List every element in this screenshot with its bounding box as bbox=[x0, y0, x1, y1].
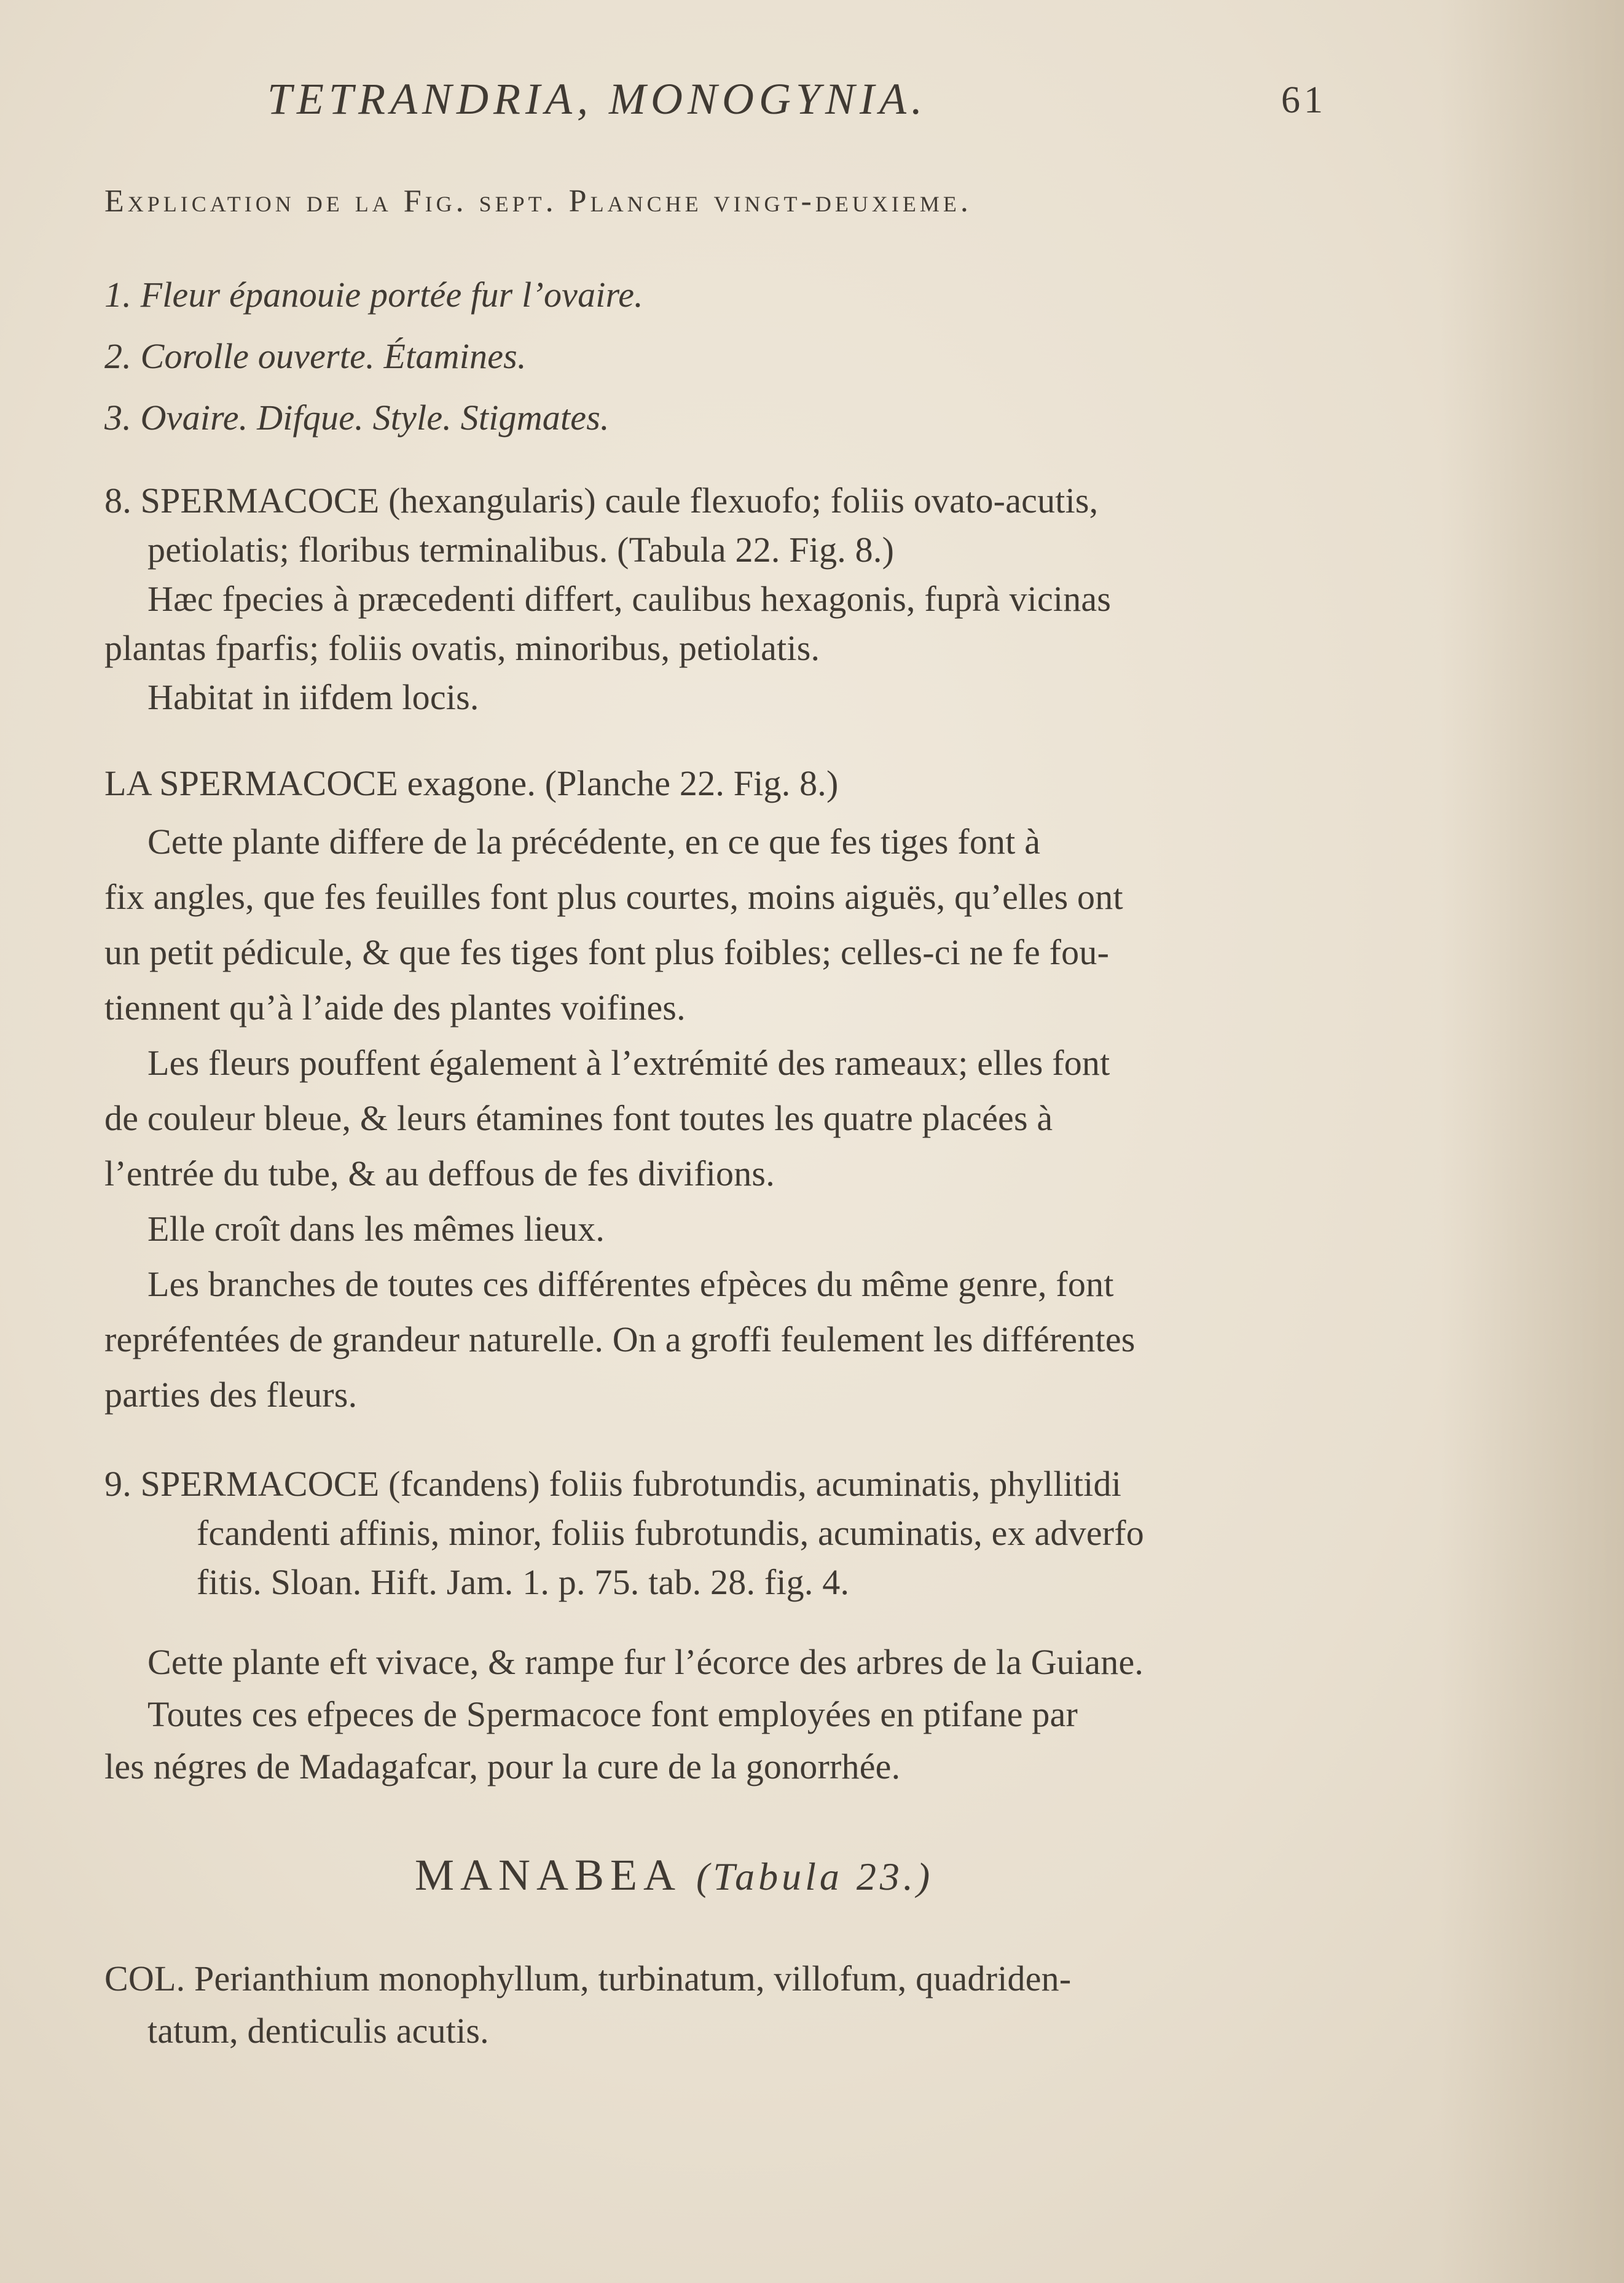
genus-heading bbox=[415, 1850, 933, 1901]
text-line: Toutes ces efpeces de Spermacoce font employées en ptifane par bbox=[147, 1694, 1078, 1734]
figure-explanation-heading: Explication de la Fig. sept. Planche vingt-deuxieme. bbox=[104, 184, 972, 219]
list-item: 1. Fleur épanouie portée fur l’ovaire. bbox=[104, 275, 643, 315]
text-line: 8. SPERMACOCE (hexangularis) caule flexuofo; foliis ovato-acutis, bbox=[104, 481, 1099, 521]
genus-plate-ref: (Tabula 23.) bbox=[696, 1855, 934, 1898]
text-line: LA SPERMACOCE exagone. (Planche 22. Fig. 8.) bbox=[104, 763, 839, 803]
text-line: COL. Perianthium monophyllum, turbinatum, villofum, quadriden- bbox=[104, 1959, 1072, 1998]
text-line: fix angles, que fes feuilles font plus courtes, moins aiguës, qu’elles ont bbox=[104, 877, 1123, 917]
text-line: Les fleurs pouffent également à l’extrémité des rameaux; elles font bbox=[147, 1043, 1110, 1083]
text-line: repréfentées de grandeur naturelle. On a groffi feulement les différentes bbox=[104, 1319, 1136, 1359]
text-line: Elle croît dans les mêmes lieux. bbox=[147, 1209, 605, 1249]
text-line: petiolatis; floribus terminalibus. (Tabula 22. Fig. 8.) bbox=[147, 530, 895, 570]
page-number: 61 bbox=[1281, 79, 1327, 121]
text-line: Habitat in iifdem locis. bbox=[147, 677, 479, 717]
text-line: Hæc fpecies à præcedenti differt, caulibus hexagonis, fuprà vicinas bbox=[147, 579, 1112, 619]
running-title: TETRANDRIA, MONOGYNIA. bbox=[267, 74, 927, 124]
text-line: fcandenti affinis, minor, foliis fubrotundis, acuminatis, ex adverfo bbox=[197, 1513, 1144, 1553]
text-line: de couleur bleue, & leurs étamines font toutes les quatre placées à bbox=[104, 1098, 1053, 1138]
text-line: les négres de Madagafcar, pour la cure de la gonorrhée. bbox=[104, 1747, 901, 1786]
genus-name: MANABEA bbox=[415, 1850, 680, 1900]
list-item: 3. Ovaire. Difque. Style. Stigmates. bbox=[104, 398, 610, 438]
text-line: fitis. Sloan. Hift. Jam. 1. p. 75. tab. 28. fig. 4. bbox=[197, 1562, 850, 1602]
text-line: tatum, denticulis acutis. bbox=[147, 2011, 489, 2051]
text-line: parties des fleurs. bbox=[104, 1375, 358, 1415]
text-line: l’entrée du tube, & au deffous de fes divifions. bbox=[104, 1153, 775, 1193]
list-item: 2. Corolle ouverte. Étamines. bbox=[104, 336, 527, 376]
text-line: tiennent qu’à l’aide des plantes voifines. bbox=[104, 988, 686, 1028]
text-line: plantas fparfis; foliis ovatis, minoribus, petiolatis. bbox=[104, 628, 820, 668]
text-line: Cette plante eft vivace, & rampe fur l’écorce des arbres de la Guiane. bbox=[147, 1642, 1144, 1682]
text-line: un petit pédicule, & que fes tiges font plus foibles; celles-ci ne fe fou- bbox=[104, 932, 1110, 972]
text-line: Cette plante differe de la précédente, en ce que fes tiges font à bbox=[147, 822, 1041, 862]
page-edge-shadow bbox=[1440, 0, 1624, 2283]
text-line: Les branches de toutes ces différentes efpèces du même genre, font bbox=[147, 1264, 1114, 1304]
text-line: 9. SPERMACOCE (fcandens) foliis fubrotundis, acuminatis, phyllitidi bbox=[104, 1464, 1122, 1504]
